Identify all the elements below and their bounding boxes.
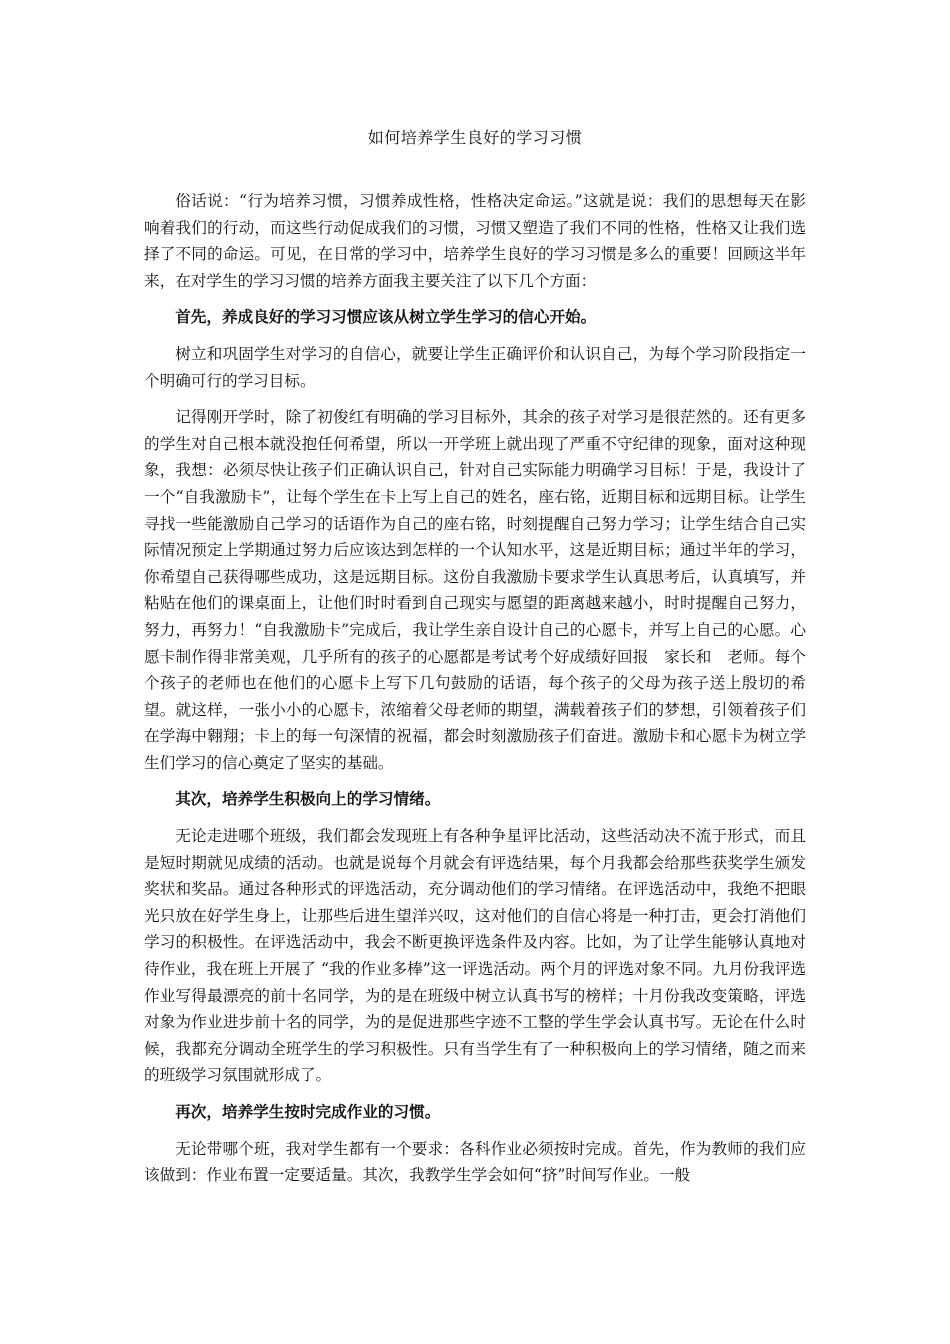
paragraph-confidence-summary: 树立和巩固学生对学习的自信心，就要让学生正确评价和认识自己，为每个学习阶段指定一个明确可行的学习目标。 xyxy=(144,344,806,390)
section-heading-2: 其次，培养学生积极向上的学习情绪。 xyxy=(175,789,441,809)
paragraph-intro: 俗话说：“行为培养习惯，习惯养成性格，性格决定命运。”这就是说：我们的思想每天在影响着我们的行动，而这些行动促成我们的习惯，习惯又塑造了我们不同的性格，性格又让我们选择了不同的命运。可见，在日常的学习中，培养学生良好的学习习惯是多么的重要！回顾这半年来，在对学生的学习习惯的培养方面我主要关注了以下几个方面： xyxy=(144,192,806,290)
document-body xyxy=(144,188,806,1199)
paragraph-emotion-detail: 无论走进哪个班级，我们都会发现班上有各种争星评比活动，这些活动决不流于形式，而且是短时期就见成绩的活动。也就是说每个月就会有评选结果，每个月我都会给那些获奖学生颁发奖状和奖品。通过各种形式的评选活动，充分调动他们的学习情绪。在评选活动中，我绝不把眼光只放在好学生身上，让那些后进生望洋兴叹，这对他们的自信心将是一种打击，更会打消他们学习的积极性。在评选活动中，我会不断更换评选条件及内容。比如，为了让学生能够认真地对待作业，我在班上开展了 “我的作业多棒”这一评选活动。两个月的评选对象不同。九月份我评选作业写得最漂亮的前十名同学，为的是在班级中树立认真书写的榜样；十月份我改变策略，评选对象为作业进步前十名的同学，为的是促进那些字迹不工整的学生学会认真书写。无论在什么时候，我都充分调动全班学生的学习积极性。只有当学生有了一种积极向上的学习情绪，随之而来的班级学习氛围就形成了。 xyxy=(144,827,806,1085)
section-heading-3: 再次，培养学生按时完成作业的习惯。 xyxy=(175,1102,441,1121)
paragraph-homework-detail: 无论带哪个班，我对学生都有一个要求：各科作业必须按时完成。首先，作为教师的我们应该做到：作业布置一定要适量。其次，我教学生学会如何“挤”时间写作业。一般 xyxy=(144,1139,806,1185)
paragraph-confidence-detail: 记得刚开学时，除了初俊红有明确的学习目标外，其余的孩子对学习是很茫然的。还有更多的学生对自己根本就没抱任何希望，所以一开学班上就出现了严重不守纪律的现象，面对这种现象，我想：必须尽快让孩子们正确认识自己，针对自己实际能力明确学习目标！于是，我设计了一个“自我激励卡”，让每个学生在卡上写上自己的姓名，座右铭，近期目标和远期目标。让学生寻找一些能激励自己学习的话语作为自己的座右铭，时刻提醒自己努力学习；让学生结合自己实际情况预定上学期通过努力后应该达到怎样的一个认知水平，这是近期目标；通过半年的学习，你希望自己获得哪些成功，这是远期目标。这份自我激励卡要求学生认真思考后，认真填写，并粘贴在他们的课桌面上，让他们时时看到自己现实与愿望的距离越来越小，时时提醒自己努力，努力，再努力！“自我激励卡”完成后，我让学生亲自设计自己的心愿卡，并写上自己的心愿。心愿卡制作得非常美观，几乎所有的孩子的心愿都是考试考个好成绩好回报 家长和 老师。每个个孩子的老师也在他们的心愿卡上写下几句鼓励的话语，每个孩子的父母为孩子送上殷切的希望。就这样，一张小小的心愿卡，浓缩着父母老师的期望，满载着孩子们的梦想，引领着孩子们在学海中翱翔；卡上的每一句深情的祝福，都会时刻激励孩子们奋进。激励卡和心愿卡为树立学生们学习的信心奠定了坚实的基础。 xyxy=(144,408,806,772)
section-heading-1: 首先，养成良好的学习习惯应该从树立学生学习的信心开始。 xyxy=(175,307,597,327)
document-title: 如何培养学生良好的学习习惯 xyxy=(367,128,583,147)
